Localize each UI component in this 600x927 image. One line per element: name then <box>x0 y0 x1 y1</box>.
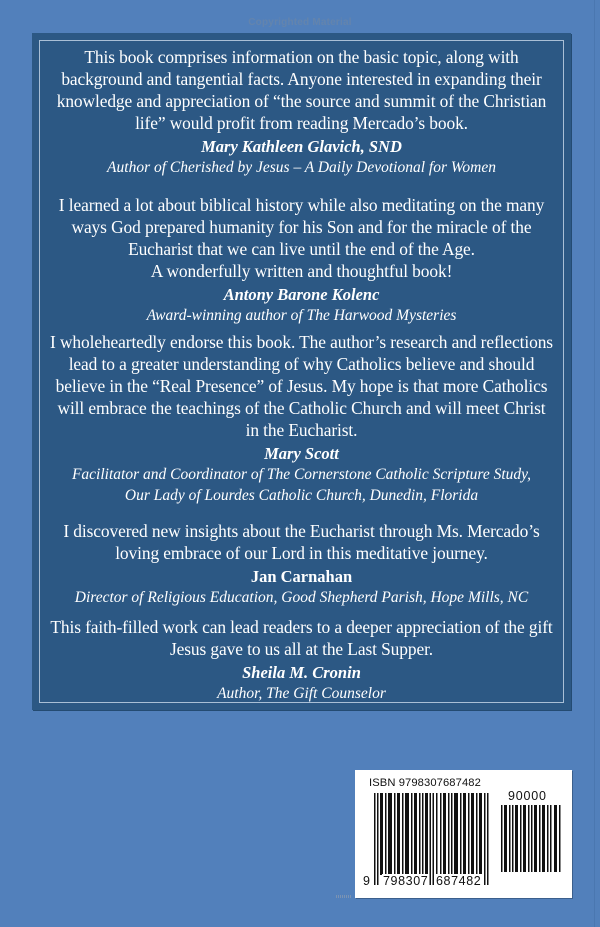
text-line: Eucharist that we can live until the end of the Age. <box>128 239 475 259</box>
author-name: Jan Carnahan <box>250 567 353 586</box>
author-name: Mary Scott <box>264 444 339 463</box>
testimonials-panel <box>32 33 571 710</box>
text-line: knowledge and appreciation of “the source and summit of the Christian <box>56 91 547 111</box>
author-role <box>32 305 571 326</box>
isbn-barcode <box>355 770 572 898</box>
text-line: believe in the “Real Presence” of Jesus. My hope is that more Catholics <box>55 376 548 396</box>
text-line: I discovered new insights about the Eucharist through Ms. Mercado’s <box>63 521 540 541</box>
testimonial-text <box>32 520 571 564</box>
role-line: Author of Cherished by Jesus – A Daily Devotional for Women <box>107 159 496 176</box>
role-line: Director of Religious Education, Good Shepherd Parish, Hope Mills, NC <box>74 589 529 606</box>
text-line: lead to a greater understanding of why Catholics believe and should <box>68 354 535 374</box>
addon-barcode-bars-icon <box>501 805 561 872</box>
testimonial-2 <box>32 194 571 326</box>
author-name: Sheila M. Cronin <box>242 663 361 682</box>
text-line: ways God prepared humanity for his Son and for the miracle of the <box>71 217 532 237</box>
barcode-digits-left: 798307 <box>383 874 429 888</box>
testimonial-text <box>32 194 571 282</box>
price-addon-label: 90000 <box>508 789 547 803</box>
text-line: A wonderfully written and thoughtful book! <box>150 261 453 281</box>
testimonial-text <box>32 616 571 660</box>
text-line: This book comprises information on the basic topic, along with <box>84 47 519 67</box>
text-line: background and tangential facts. Anyone interested in expanding their <box>61 69 542 89</box>
text-line: Jesus gave to us all at the Last Supper. <box>169 639 434 659</box>
role-line: Award-winning author of The Harwood Mysteries <box>146 307 457 324</box>
text-line: This faith-filled work can lead readers to a deeper appreciation of the gift <box>50 617 553 637</box>
role-line: Author, The Gift Counselor <box>217 685 386 702</box>
author-role <box>32 683 571 704</box>
role-line: Our Lady of Lourdes Catholic Church, Dunedin, Florida <box>124 487 479 504</box>
isbn-label: ISBN 9798307687482 <box>369 777 481 789</box>
author-role <box>32 587 571 608</box>
print-mark <box>336 895 352 898</box>
text-line: I wholeheartedly endorse this book. The author’s research and reflections <box>50 332 553 352</box>
testimonial-text <box>32 331 571 441</box>
copyright-watermark: Copyrighted Material <box>248 17 352 28</box>
text-line: I learned a lot about biblical history while also meditating on the many <box>58 195 545 215</box>
text-line: will embrace the teachings of the Catholic Church and will meet Christ <box>57 398 546 418</box>
text-line: in the Eucharist. <box>245 420 358 440</box>
text-line: life” would profit from reading Mercado’s book. <box>135 113 468 133</box>
text-line: loving embrace of our Lord in this meditative journey. <box>115 543 488 563</box>
role-line: Facilitator and Coordinator of The Cornerstone Catholic Scripture Study, <box>71 466 532 483</box>
testimonial-1 <box>32 46 571 178</box>
barcode-bars-icon <box>374 793 490 885</box>
barcode-digits-right: 687482 <box>436 874 482 888</box>
barcode-digit-prefix: 9 <box>363 874 370 888</box>
testimonial-text <box>32 46 571 134</box>
author-role <box>32 464 571 506</box>
testimonial-3 <box>32 331 571 506</box>
testimonial-4 <box>32 520 571 608</box>
author-name: Mary Kathleen Glavich, SND <box>201 137 402 156</box>
author-role <box>32 157 571 178</box>
author-name: Antony Barone Kolenc <box>223 285 380 304</box>
testimonial-5 <box>32 616 571 704</box>
cover-edge-line <box>594 0 595 927</box>
